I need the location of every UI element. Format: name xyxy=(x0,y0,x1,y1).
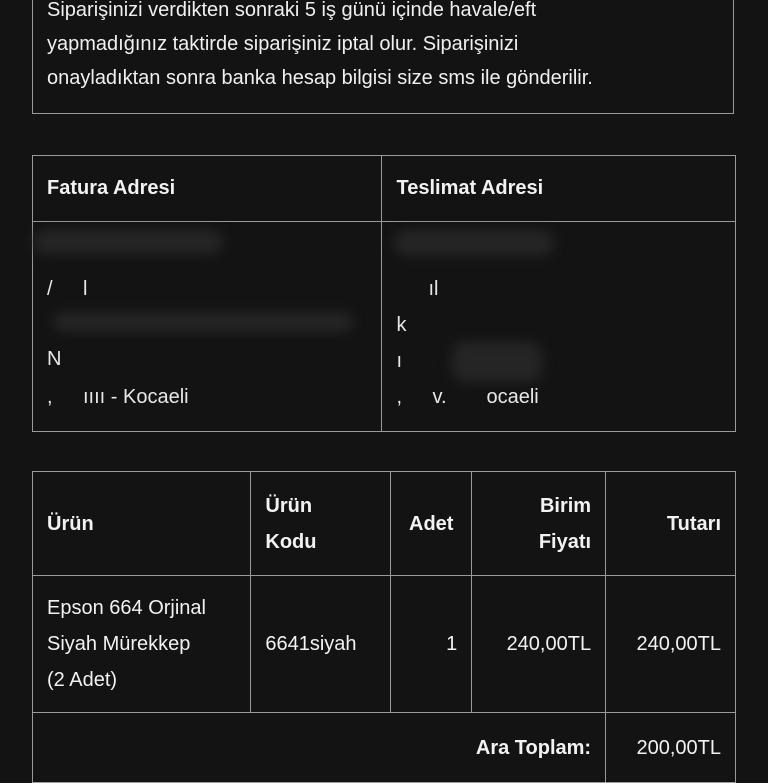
shipping-city: ocaeli xyxy=(486,386,539,408)
shipping-fragment: v. xyxy=(432,386,447,408)
shipping-fragment: , xyxy=(396,386,403,408)
address-table xyxy=(32,155,736,432)
billing-fragment: N xyxy=(47,348,62,370)
order-items-table xyxy=(32,471,736,783)
shipping-fragment: ıl xyxy=(428,278,439,300)
subtotal-value: 200,00TL xyxy=(606,713,736,783)
subtotal-row xyxy=(33,713,736,783)
shipping-address-cell xyxy=(382,222,736,432)
billing-address-header: Fatura Adresi xyxy=(33,156,382,222)
product-code-header: Ürün Kodu xyxy=(251,472,391,576)
billing-fragment: l xyxy=(83,278,88,300)
redaction-blur xyxy=(53,312,353,332)
shipping-fragment: ı xyxy=(396,350,403,372)
payment-notice xyxy=(32,0,734,114)
redaction-blur xyxy=(394,230,554,256)
notice-line-3: onayladıktan sonra banka hesap bilgisi size sms ile gönderilir. xyxy=(47,67,593,89)
billing-fragment: / xyxy=(47,278,53,300)
total-header: Tutarı xyxy=(606,472,736,576)
unit-price-header: Birim Fiyatı xyxy=(472,472,606,576)
notice-line-2: yapmadığınız taktirde siparişiniz iptal olur. Siparişinizi xyxy=(47,33,519,55)
product-total: 240,00TL xyxy=(606,576,736,713)
table-row xyxy=(33,576,736,713)
redaction-blur xyxy=(33,230,223,254)
product-header: Ürün xyxy=(33,472,251,576)
billing-city: ıııı - Kocaeli xyxy=(83,386,189,408)
product-name: Epson 664 Orjinal Siyah Mürekkep (2 Adet) xyxy=(33,576,251,713)
product-unit-price: 240,00TL xyxy=(472,576,606,713)
notice-line-1: Siparişinizi verdikten sonraki 5 iş günü içinde havale/eft xyxy=(47,0,537,21)
shipping-address-header: Teslimat Adresi xyxy=(382,156,736,222)
redaction-blur xyxy=(452,342,542,382)
billing-address-cell xyxy=(33,222,382,432)
shipping-fragment: k xyxy=(396,314,407,336)
subtotal-label: Ara Toplam: xyxy=(33,713,606,783)
billing-fragment: , xyxy=(47,386,53,408)
product-quantity: 1 xyxy=(391,576,472,713)
product-code: 6641siyah xyxy=(251,576,391,713)
quantity-header: Adet xyxy=(391,472,472,576)
